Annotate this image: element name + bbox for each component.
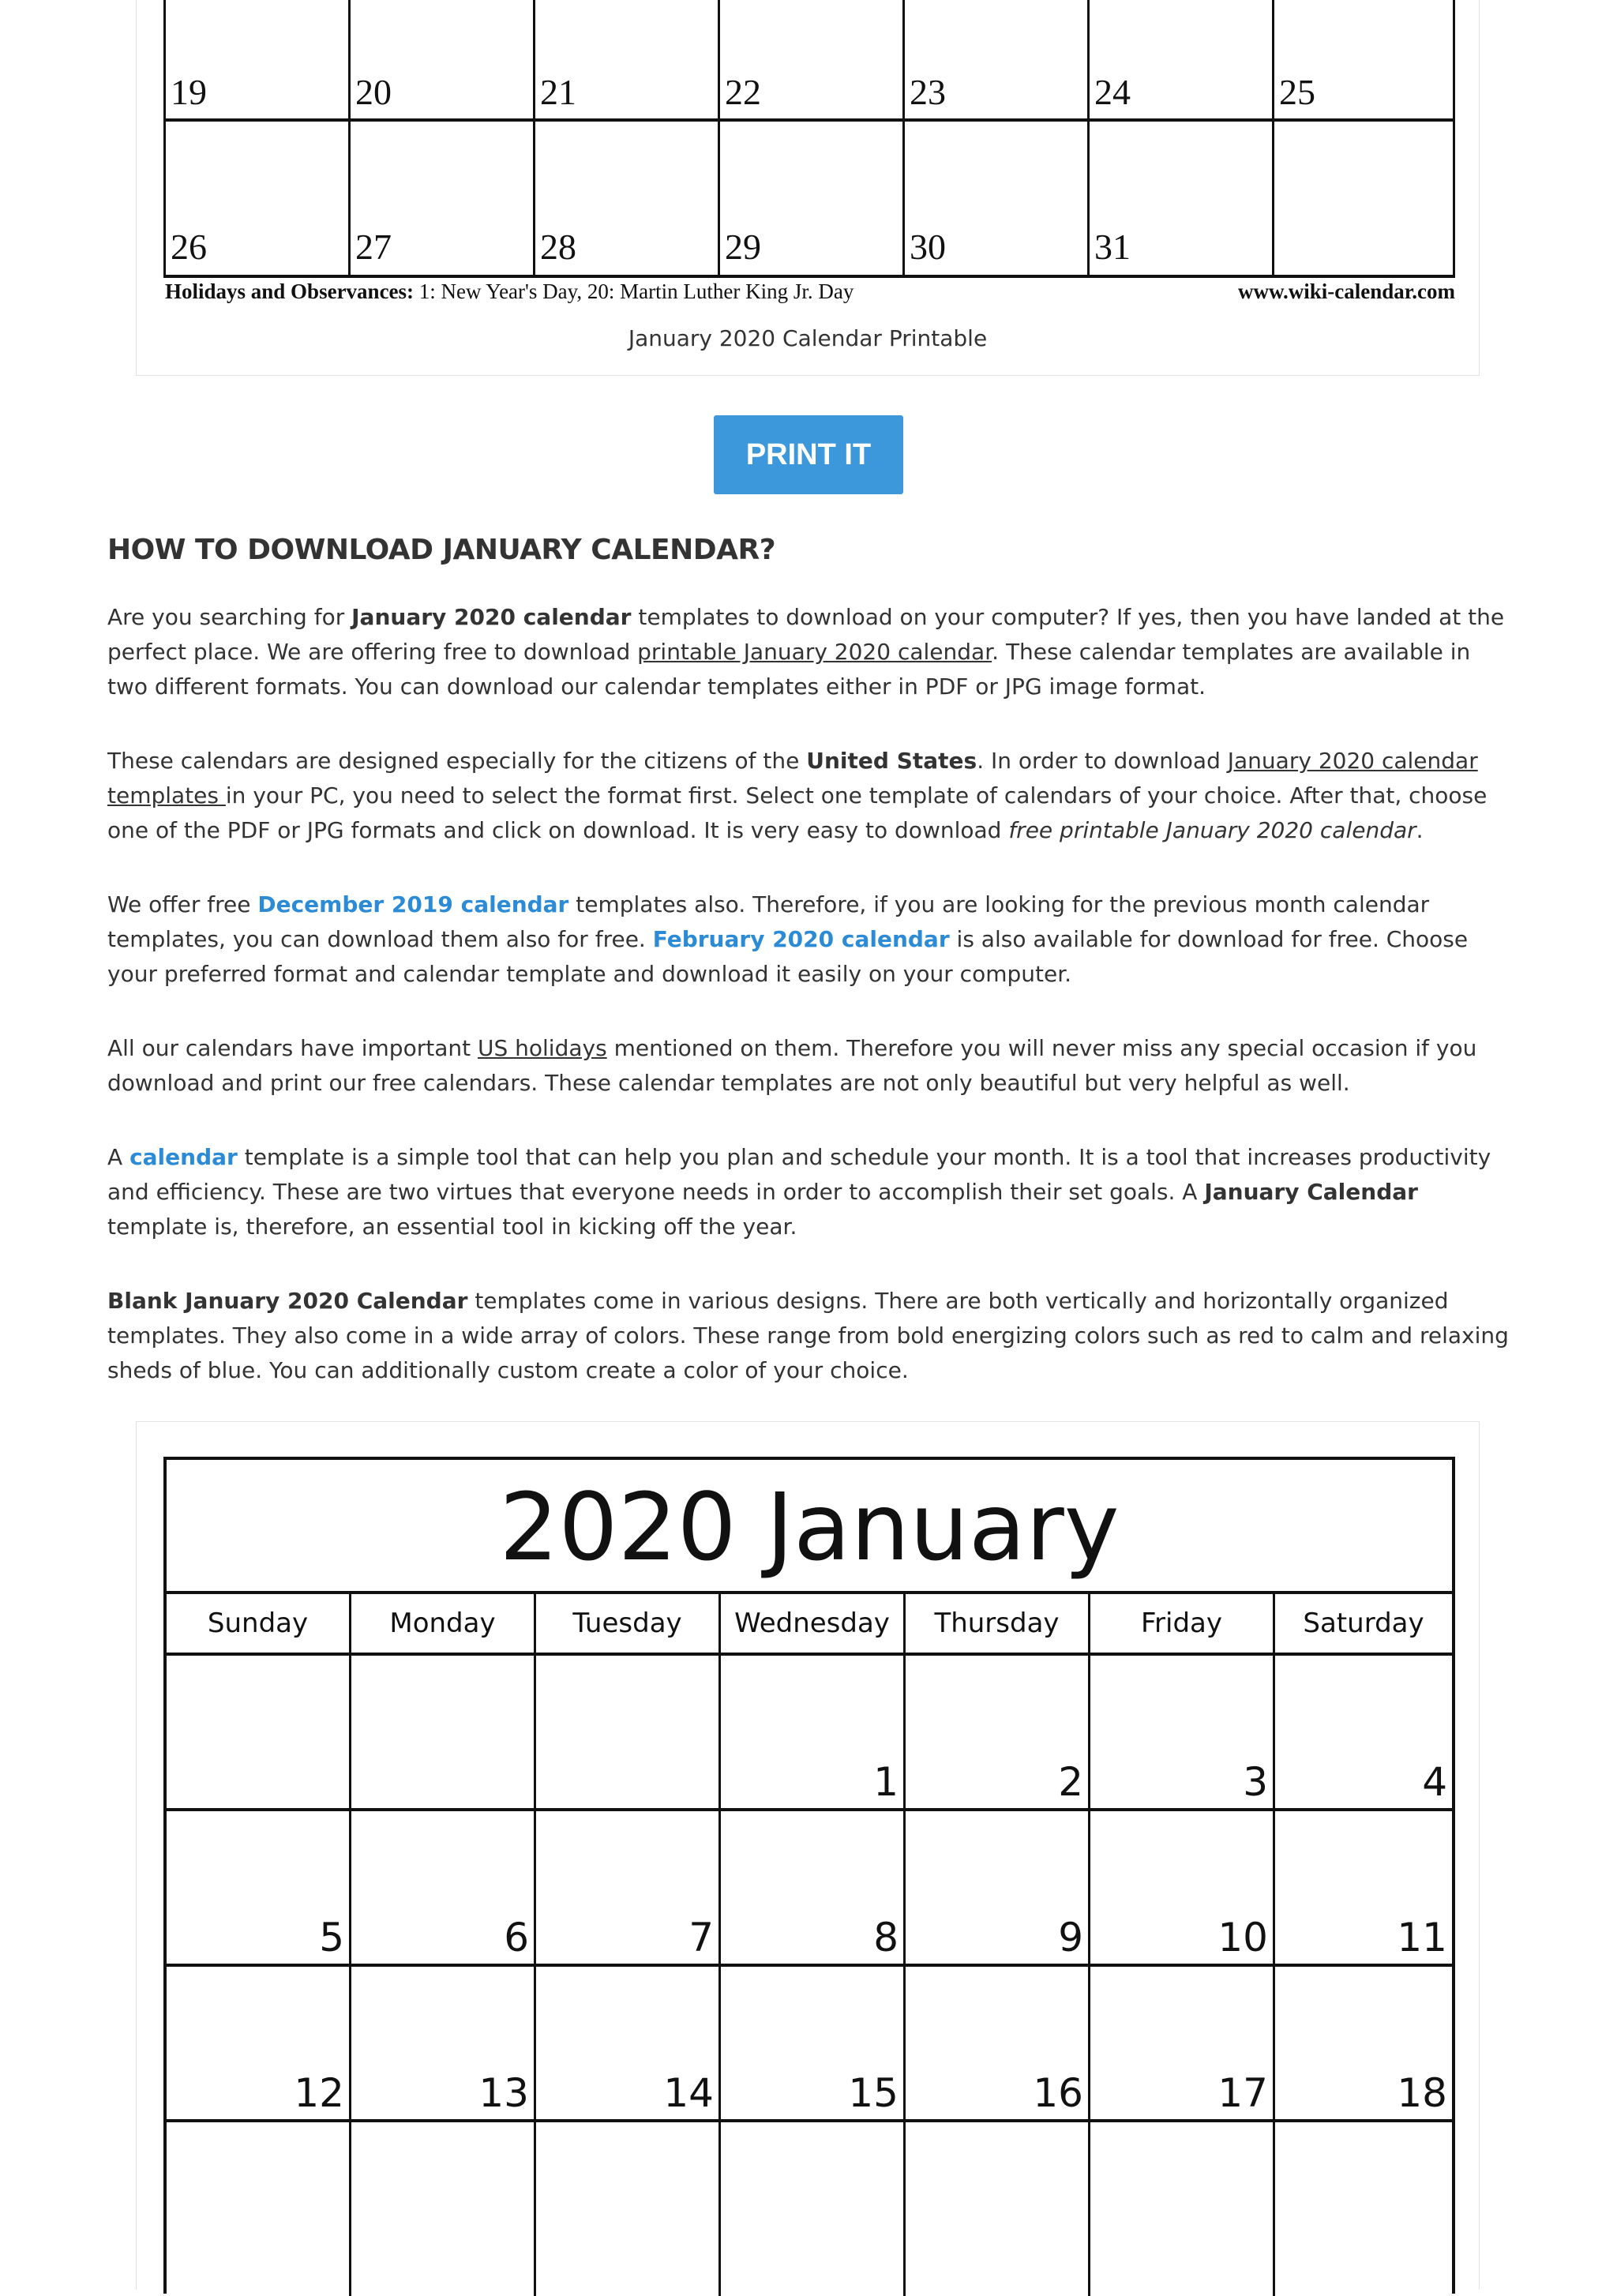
italic-text: free printable January 2020 calendar <box>1008 817 1416 843</box>
calendar-day-cell <box>906 1811 1090 1964</box>
article-paragraph <box>107 887 1513 992</box>
holidays-text: 1: New Year's Day, 20: Martin Luther King Jr. Day <box>414 279 854 303</box>
february-2020-calendar-link[interactable]: February 2020 calendar <box>652 926 950 952</box>
calendar-day-cell <box>721 2122 906 2296</box>
calendar-day-cell <box>1090 2122 1275 2296</box>
calendar-day-cell <box>720 0 905 118</box>
calendar-day-number: 28 <box>540 227 576 267</box>
calendar-day-cell <box>1090 122 1274 275</box>
us-holidays-link[interactable]: US holidays <box>477 1035 607 1061</box>
calendar-day-number: 16 <box>1033 2070 1083 2116</box>
january-2020-calendar-templates-link[interactable]: January 2020 calendar templates <box>107 748 1478 808</box>
calendar-day-cell <box>1090 0 1274 118</box>
calendar-day-cell <box>351 2122 536 2296</box>
text: . In order to download <box>977 748 1228 774</box>
calendar-day-cell <box>1090 1811 1275 1964</box>
calendar-footer <box>163 279 1455 311</box>
calendar-day-cell <box>1275 2122 1452 2296</box>
calendar-image-bottom <box>136 1421 1480 2290</box>
text: is also available for download for free. Choose your preferred format and calendar template and download it easily on your computer. <box>107 926 1469 987</box>
calendar-day-cell <box>535 0 720 118</box>
calendar-day-number: 21 <box>540 72 576 112</box>
weekday-label: Thursday <box>906 1594 1090 1653</box>
article-paragraph <box>107 744 1513 848</box>
calendar-day-cell <box>1275 1967 1452 2119</box>
calendar-day-cell <box>167 2122 351 2296</box>
source-site-label: www.wiki-calendar.com <box>1238 279 1455 303</box>
calendar-day-number: 10 <box>1217 1915 1268 1960</box>
calendar-day-cell <box>536 1967 721 2119</box>
calendar-day-number: 29 <box>725 227 761 267</box>
calendar-day-cell <box>906 2122 1090 2296</box>
calendar-day-number: 7 <box>688 1915 714 1960</box>
calendar-title: 2020 January <box>167 1460 1452 1594</box>
text: mentioned on them. Therefore you will never miss any special occasion if you download and print our free calendars. These calendar templates are not only beautiful but very helpful as well. <box>107 1035 1477 1096</box>
calendar-day-cell <box>721 1967 906 2119</box>
calendar-day-cell <box>351 1811 536 1964</box>
calendar-day-number: 25 <box>1279 72 1315 112</box>
calendar-day-number: 5 <box>319 1915 344 1960</box>
calendar-day-number: 14 <box>663 2070 714 2116</box>
calendar-day-number: 22 <box>725 72 761 112</box>
bold-text: January Calendar <box>1204 1179 1418 1205</box>
calendar-week-row <box>167 1656 1452 1811</box>
text: templates also. Therefore, if you are looking for the previous month calendar templates, you can download them also for free. <box>107 891 1430 952</box>
printable-january-2020-calendar-link[interactable]: printable January 2020 calendar <box>637 639 992 665</box>
article-paragraph <box>107 1284 1513 1388</box>
calendar-day-cell <box>1275 1811 1452 1964</box>
calendar-day-cell <box>536 1811 721 1964</box>
article-paragraph <box>107 600 1513 704</box>
calendar-day-cell <box>721 1811 906 1964</box>
calendar-image-top <box>136 0 1480 376</box>
text: . These calendar templates are available in two different formats. You can download our calendar templates either in PDF or JPG image format. <box>107 639 1471 700</box>
calendar-day-cell <box>720 122 905 275</box>
calendar-day-cell <box>167 1656 351 1808</box>
text: in your PC, you need to select the format first. Select one template of calendars of your choice. After that, choose one of the PDF or JPG formats and click on download. It is very easy to download <box>107 782 1488 843</box>
calendar-day-number: 4 <box>1422 1759 1447 1805</box>
calendar-day-number: 12 <box>294 2070 344 2116</box>
print-button[interactable]: PRINT IT <box>714 415 903 494</box>
calendar-week-row <box>167 1967 1452 2122</box>
calendar-day-cell <box>351 1656 536 1808</box>
calendar-day-cell <box>167 1811 351 1964</box>
text: All our calendars have important <box>107 1035 478 1061</box>
calendar-day-number: 11 <box>1397 1915 1447 1960</box>
holidays-label: Holidays and Observances: <box>165 279 415 303</box>
calendar-day-number: 1 <box>873 1759 899 1805</box>
calendar-day-cell <box>1275 1656 1452 1808</box>
calendar-day-number: 3 <box>1243 1759 1268 1805</box>
calendar-day-cell <box>1090 1656 1275 1808</box>
calendar-day-number: 23 <box>910 72 946 112</box>
text: template is, therefore, an essential tool in kicking off the year. <box>107 1214 797 1240</box>
section-heading: HOW TO DOWNLOAD JANUARY CALENDAR? <box>107 534 776 566</box>
calendar-day-number: 13 <box>478 2070 529 2116</box>
calendar-day-number: 17 <box>1217 2070 1268 2116</box>
weekday-header-row <box>167 1594 1452 1656</box>
text: We offer free <box>107 891 258 917</box>
calendar-day-cell <box>166 122 351 275</box>
text: . <box>1416 817 1424 843</box>
calendar-day-cell <box>1274 0 1453 118</box>
calendar-day-number: 9 <box>1058 1915 1083 1960</box>
calendar-day-cell <box>721 1656 906 1808</box>
calendar-day-cell <box>535 122 720 275</box>
calendar-day-number: 31 <box>1094 227 1131 267</box>
calendar-day-number: 20 <box>355 72 392 112</box>
december-2019-calendar-link[interactable]: December 2019 calendar <box>257 891 569 917</box>
figure-caption: January 2020 Calendar Printable <box>628 325 988 351</box>
calendar-day-cell <box>351 122 535 275</box>
calendar-day-number: 27 <box>355 227 392 267</box>
bold-text: Blank January 2020 Calendar <box>107 1288 468 1314</box>
calendar-day-cell <box>536 2122 721 2296</box>
article-paragraph <box>107 1140 1513 1244</box>
calendar-link[interactable]: calendar <box>129 1144 238 1170</box>
text: These calendars are designed especially for the citizens of the <box>107 748 807 774</box>
article-paragraph <box>107 1031 1513 1101</box>
calendar-day-cell <box>536 1656 721 1808</box>
calendar-day-number: 6 <box>504 1915 529 1960</box>
calendar-day-number: 2 <box>1058 1759 1083 1805</box>
calendar-day-number: 26 <box>171 227 207 267</box>
weekday-label: Sunday <box>167 1594 351 1653</box>
weekday-label: Saturday <box>1303 1608 1424 1639</box>
calendar-week-row <box>163 122 1455 278</box>
calendar-day-cell <box>166 0 351 118</box>
calendar-day-number: 8 <box>873 1915 899 1960</box>
weekday-label: Tuesday <box>536 1594 721 1653</box>
bold-text: United States <box>806 748 977 774</box>
calendar-week-row <box>167 2122 1452 2278</box>
calendar-day-cell <box>1090 1967 1275 2119</box>
calendar-day-cell <box>906 1656 1090 1808</box>
weekday-label: Wednesday <box>721 1594 906 1653</box>
bold-text: January 2020 calendar <box>351 604 632 630</box>
calendar-day-cell <box>905 0 1090 118</box>
calendar-day-cell <box>351 0 535 118</box>
weekday-label: Friday <box>1090 1594 1275 1653</box>
text: templates to download on your computer? If yes, then you have landed at the perfect place. We are offering free to download <box>107 604 1505 665</box>
calendar-day-number: 24 <box>1094 72 1131 112</box>
calendar-week-row <box>167 1811 1452 1967</box>
calendar-day-cell <box>905 122 1090 275</box>
calendar-week-row <box>163 0 1455 122</box>
holidays-note <box>165 279 854 304</box>
text: A <box>107 1144 130 1170</box>
text: Are you searching for <box>107 604 352 630</box>
calendar-day-number: 18 <box>1397 2070 1447 2116</box>
weekday-label: Monday <box>351 1594 536 1653</box>
calendar-day-cell <box>351 1967 536 2119</box>
calendar-day-number: 19 <box>171 72 207 112</box>
calendar-day-cell <box>1274 122 1453 275</box>
text: template is a simple tool that can help you plan and schedule your month. It is a tool that increases productivity and efficiency. These are two virtues that everyone needs in order to accomplish their set goals. A <box>107 1144 1491 1205</box>
calendar-day-number: 30 <box>910 227 946 267</box>
calendar-day-cell <box>906 1967 1090 2119</box>
calendar-grid <box>163 1457 1455 2294</box>
calendar-day-cell <box>167 1967 351 2119</box>
calendar-day-number: 15 <box>848 2070 899 2116</box>
text: templates come in various designs. There are both vertically and horizontally organized templates. They also come in a wide array of colors. These range from bold energizing colors such as red to calm and relaxing sheds of blue. You can additionally custom create a color of your choice. <box>107 1288 1509 1383</box>
